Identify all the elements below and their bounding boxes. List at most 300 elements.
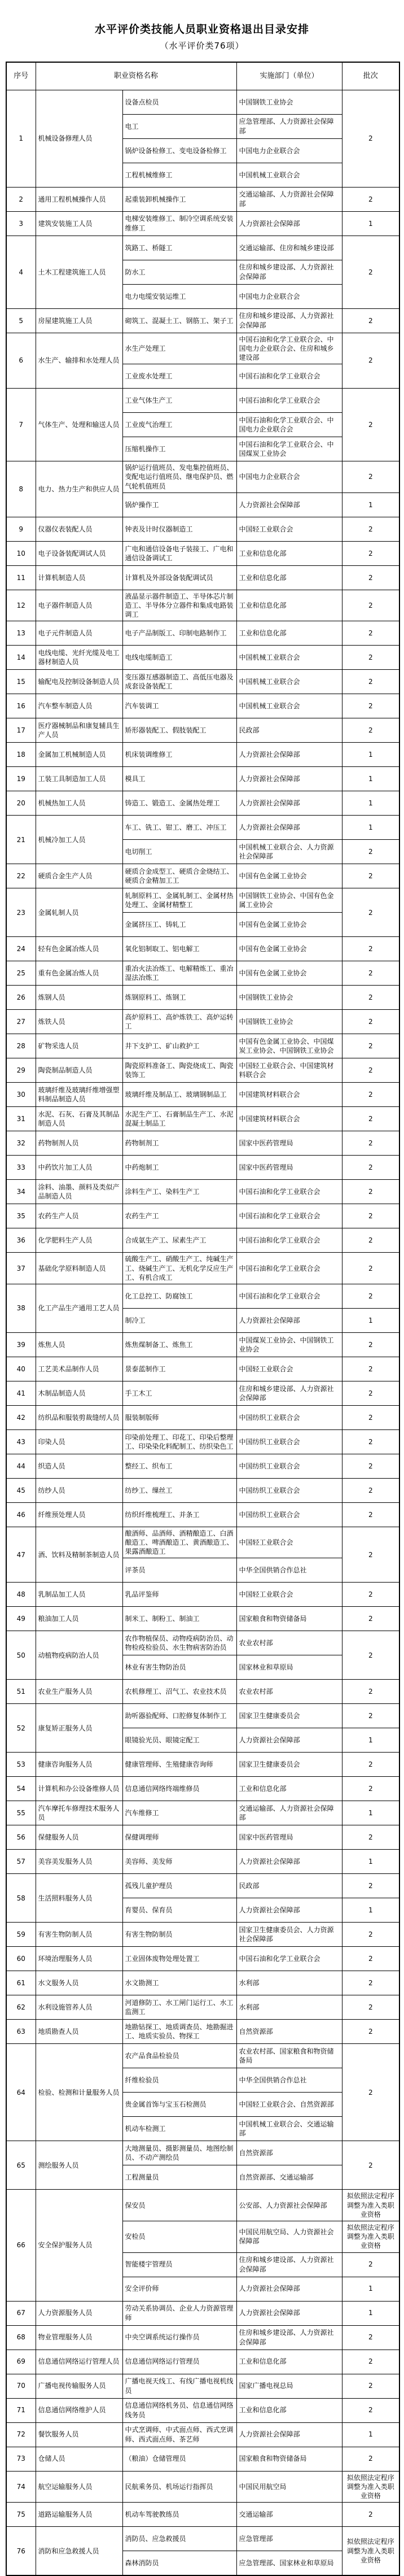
row-number-cell: 19 xyxy=(6,767,36,791)
table-row xyxy=(6,791,399,816)
department-cell: 国家中医药管理局 xyxy=(236,1156,342,1180)
table-row xyxy=(6,646,399,670)
qualification-name-cell: 水文勘测工 xyxy=(122,1971,236,1995)
qualification-name-cell: 锅炉操作工 xyxy=(122,492,236,517)
table-row xyxy=(6,1180,399,1204)
department-cell: 工业和信息化部 xyxy=(236,590,342,621)
batch-cell: 1 xyxy=(342,1898,399,1923)
qualification-name-cell: 保健调理师 xyxy=(122,1825,236,1850)
table-row xyxy=(6,767,399,791)
group-name-cell: 汽车整车制造人员 xyxy=(36,694,122,718)
group-name-cell: 电子元件制造人员 xyxy=(36,621,122,646)
table-row xyxy=(6,1995,399,2020)
department-cell: 国家卫生健康委员会 xyxy=(236,1753,342,1777)
department-cell: 工业和信息化部 xyxy=(236,621,342,646)
qualification-name-cell: 信息通信网络机务员、信息通信网络线务员 xyxy=(122,2398,236,2422)
table-row xyxy=(6,236,399,260)
row-number-cell: 66 xyxy=(6,2190,36,2301)
qualification-name-cell: 铸造工、锻造工、金属热处理工 xyxy=(122,791,236,816)
department-cell: 交通运输部、住房和城乡建设部 xyxy=(236,236,342,260)
qualification-name-cell: 井下支护工、矿山救护工 xyxy=(122,1034,236,1058)
batch-cell: 2 xyxy=(342,2374,399,2398)
batch-cell: 2 xyxy=(342,1607,399,1631)
department-cell: 中国轻工业联合会 xyxy=(236,1583,342,1607)
batch-cell: 2 xyxy=(342,937,399,961)
row-number-cell: 73 xyxy=(6,2447,36,2471)
batch-cell: 2 xyxy=(342,1180,399,1204)
table-row xyxy=(6,743,399,767)
row-number-cell: 42 xyxy=(6,1405,36,1429)
batch-cell: 2 xyxy=(342,1204,399,1228)
department-cell: 中国石油和化学工业联合会 xyxy=(236,1180,342,1204)
row-number-cell: 41 xyxy=(6,1381,36,1405)
batch-cell: 2 xyxy=(342,1502,399,1527)
qualification-name-cell: 机床装调维修工 xyxy=(122,743,236,767)
qualification-name-cell: 工业固体废物处理处置工 xyxy=(122,1947,236,1971)
qualification-name-cell: 压缩机操作工 xyxy=(122,437,236,461)
department-cell: 工业和信息化部 xyxy=(236,541,342,565)
qualification-name-cell: 纺纱工、缫丝工 xyxy=(122,1478,236,1502)
table-row xyxy=(6,2471,399,2503)
qualification-name-cell: 锅炉设备检修工、变电设备检修工 xyxy=(122,138,236,163)
table-row xyxy=(6,1228,399,1253)
department-cell: 民政部 xyxy=(236,1874,342,1898)
department-cell: 人力资源社会保障部 xyxy=(236,1850,342,1874)
table-row xyxy=(6,1971,399,1995)
qualification-name-cell: 合成氨生产工、尿素生产工 xyxy=(122,1228,236,1253)
table-row xyxy=(6,2141,399,2165)
department-cell: 交通运输部 xyxy=(236,2503,342,2527)
batch-cell: 1 xyxy=(342,1801,399,1825)
table-row xyxy=(6,670,399,694)
department-cell: 中国机械工业联合会 xyxy=(236,163,342,187)
qualification-name-cell: 制米工、制粉工、制油工 xyxy=(122,1607,236,1631)
qualification-name-cell: 评茶员 xyxy=(122,1558,236,1583)
batch-cell: 2 xyxy=(342,2398,399,2422)
group-name-cell: 汽车摩托车修理技术服务人员 xyxy=(36,1801,122,1825)
department-cell: 中国轻工业联合会 xyxy=(236,1527,342,1558)
department-cell: 水利部 xyxy=(236,1971,342,1995)
qualification-name-cell: 电线电缆制造工 xyxy=(122,646,236,670)
qualification-name-cell: 筑路工、桥隧工 xyxy=(122,236,236,260)
qualification-name-cell: 设备点检员 xyxy=(122,90,236,114)
table-row xyxy=(6,2020,399,2044)
qualification-name-cell: 车工、铣工、钳工、磨工、冲压工 xyxy=(122,816,236,840)
qualification-name-cell: 工业废气治理工 xyxy=(122,413,236,437)
qualification-name-cell: 药物制剂工 xyxy=(122,1131,236,1156)
qualification-name-cell: 劳动关系协调员、企业人力资源管理师 xyxy=(122,2301,236,2325)
row-number-cell: 7 xyxy=(6,389,36,461)
group-name-cell: 安全保护服务人员 xyxy=(36,2190,122,2301)
department-cell: 中国石油和化学工业联合会 xyxy=(236,1947,342,1971)
qualification-name-cell: 中央空调系统运行操作员 xyxy=(122,2325,236,2350)
batch-cell: 2 xyxy=(342,1429,399,1454)
group-name-cell: 建筑安装施工人员 xyxy=(36,211,122,236)
row-number-cell: 17 xyxy=(6,718,36,743)
group-name-cell: 粮油加工人员 xyxy=(36,1607,122,1631)
batch-cell: 2 xyxy=(342,621,399,646)
batch-cell: 1 xyxy=(342,1728,399,1753)
department-cell: 中国有色金属工业协会 xyxy=(236,961,342,986)
department-cell: 工业和信息化部 xyxy=(236,1777,342,1801)
group-name-cell: 康复矫正服务人员 xyxy=(36,1704,122,1753)
qualification-name-cell: 安全评价师 xyxy=(122,2277,236,2301)
department-cell: 中国钢铁工业协会 xyxy=(236,90,342,114)
row-number-cell: 28 xyxy=(6,1034,36,1058)
row-number-cell: 33 xyxy=(6,1156,36,1180)
group-name-cell: 基础化学原料制造人员 xyxy=(36,1253,122,1284)
qualification-name-cell: 纤维检验员 xyxy=(122,2068,236,2093)
table-row xyxy=(6,694,399,718)
qualification-name-cell: 钟表及计时仪器制造工 xyxy=(122,517,236,541)
group-name-cell: 水泥、石灰、石膏及其制品制造人员 xyxy=(36,1107,122,1131)
batch-cell: 2 xyxy=(342,1680,399,1704)
department-cell: 应急管理部、国家林业和草原局 xyxy=(236,2551,342,2576)
department-cell: 国家粮食和物资储备局 xyxy=(236,1607,342,1631)
group-name-cell: 轻有色金属冶炼人员 xyxy=(36,937,122,961)
row-number-cell: 70 xyxy=(6,2374,36,2398)
qualification-name-cell: 锅炉运行值班员、发电集控值班员、变配电运行值班员、继电保护员、燃气轮机值班员 xyxy=(122,461,236,493)
batch-cell: 2 xyxy=(342,1058,399,1083)
department-cell: 人力资源社会保障部 xyxy=(236,2277,342,2301)
qualification-name-cell: 电子产品制版工、印制电路制作工 xyxy=(122,621,236,646)
group-name-cell: 电力、热力生产和供应人员 xyxy=(36,461,122,517)
table-row xyxy=(6,937,399,961)
table-row xyxy=(6,1156,399,1180)
row-number-cell: 3 xyxy=(6,211,36,236)
table-row xyxy=(6,1631,399,1655)
table-row xyxy=(6,1405,399,1429)
qualification-name-cell: 工业废水处理工 xyxy=(122,364,236,389)
qualification-name-cell: 农作物植保员、动物疫病防治员、动物检疫检验员、水生物病害防治员 xyxy=(122,1631,236,1655)
group-name-cell: 气体生产、处理和输送人员 xyxy=(36,389,122,461)
row-number-cell: 36 xyxy=(6,1228,36,1253)
row-number-cell: 55 xyxy=(6,1801,36,1825)
row-number-cell: 43 xyxy=(6,1429,36,1454)
row-number-cell: 20 xyxy=(6,791,36,816)
batch-cell: 2 xyxy=(342,1010,399,1034)
qualification-name-cell: 地勘钻探工、地质调查员、地勘掘进工、地质实验员、物探工 xyxy=(122,2020,236,2044)
department-cell: 中国轻工业联合会、自然资源部 xyxy=(236,2093,342,2117)
table-row xyxy=(6,1502,399,1527)
qualification-name-cell: 农药生产工 xyxy=(122,1204,236,1228)
qualification-name-cell: 眼镜验光员、眼镜定配工 xyxy=(122,1728,236,1753)
table-row xyxy=(6,1478,399,1502)
department-cell: 中国纺织工业联合会 xyxy=(236,1478,342,1502)
batch-cell: 2 xyxy=(342,565,399,590)
row-number-cell: 67 xyxy=(6,2301,36,2325)
qualification-name-cell: 整经工、织布工 xyxy=(122,1454,236,1478)
group-name-cell: 地质勘查人员 xyxy=(36,2020,122,2044)
batch-cell: 2 xyxy=(342,590,399,621)
table-row xyxy=(6,461,399,493)
group-name-cell: 土木工程建筑施工人员 xyxy=(36,236,122,308)
group-name-cell: 炼铁人员 xyxy=(36,1010,122,1034)
batch-cell: 2 xyxy=(342,1381,399,1405)
table-row xyxy=(6,986,399,1010)
row-number-cell: 6 xyxy=(6,333,36,389)
department-cell: 人力资源社会保障部 xyxy=(236,2301,342,2325)
header-no: 序号 xyxy=(6,62,36,90)
row-number-cell: 69 xyxy=(6,2350,36,2374)
row-number-cell: 48 xyxy=(6,1583,36,1607)
row-number-cell: 4 xyxy=(6,236,36,308)
group-name-cell: 重有色金属冶炼人员 xyxy=(36,961,122,986)
batch-cell: 2 xyxy=(342,864,399,888)
department-cell: 中国石油和化学工业联合会 xyxy=(236,364,342,389)
qualification-name-cell: 美容师、美发师 xyxy=(122,1850,236,1874)
row-number-cell: 27 xyxy=(6,1010,36,1034)
row-number-cell: 13 xyxy=(6,621,36,646)
batch-cell: 2 xyxy=(342,1156,399,1180)
table-row xyxy=(6,1332,399,1357)
row-number-cell: 34 xyxy=(6,1180,36,1204)
qualification-name-cell: 轧制原料工、金属轧制工、金属材热处理工、金属材精整工 xyxy=(122,888,236,913)
table-row xyxy=(6,1753,399,1777)
row-number-cell: 18 xyxy=(6,743,36,767)
row-number-cell: 62 xyxy=(6,1995,36,2020)
department-cell: 中国机械工业联合会 xyxy=(236,670,342,694)
qualification-name-cell: 大地测量员、摄影测量员、地图绘制员、不动产测绘员 xyxy=(122,2141,236,2165)
department-cell: 人力资源社会保障部 xyxy=(236,1728,342,1753)
group-name-cell: 机械冷加工人员 xyxy=(36,816,122,864)
batch-cell: 1 xyxy=(342,816,399,840)
group-name-cell: 人力资源服务人员 xyxy=(36,2301,122,2325)
qualification-name-cell: 重冶火法冶炼工、电解精炼工、重冶湿法冶炼工 xyxy=(122,961,236,986)
qualification-name-cell: 信息通信网络终端维修员 xyxy=(122,1777,236,1801)
qualification-name-cell: 玻璃纤维及制品工、玻璃钢制品工 xyxy=(122,1083,236,1107)
batch-cell: 2 xyxy=(342,1131,399,1156)
table-row xyxy=(6,2503,399,2527)
department-cell: 住房和城乡建设部、人力资源社会保障部 xyxy=(236,1381,342,1405)
row-number-cell: 45 xyxy=(6,1478,36,1502)
batch-cell: 1 xyxy=(342,2277,399,2301)
qualification-name-cell: 电切削工 xyxy=(122,840,236,864)
table-row xyxy=(6,2374,399,2398)
group-name-cell: 水生产、输排和水处理人员 xyxy=(36,333,122,389)
group-name-cell: 航空运输服务人员 xyxy=(36,2471,122,2503)
qualification-name-cell: 高炉原料工、高炉炼铁工、高炉运转工 xyxy=(122,1010,236,1034)
qualification-name-cell: 电力电缆安装运维工 xyxy=(122,284,236,308)
document-subtitle: （水平评价类76项） xyxy=(160,40,244,51)
group-name-cell: 乳制品加工人员 xyxy=(36,1583,122,1607)
batch-cell: 2 xyxy=(342,1253,399,1284)
group-name-cell: 炼焦人员 xyxy=(36,1332,122,1357)
department-cell: 工业和信息化部 xyxy=(236,2398,342,2422)
table-row xyxy=(6,1429,399,1454)
row-number-cell: 15 xyxy=(6,670,36,694)
table-row xyxy=(6,1010,399,1034)
batch-cell: 2 xyxy=(342,1083,399,1107)
department-cell: 住房和城乡建设部、人力资源社会保障部 xyxy=(236,260,342,284)
qualification-name-cell: 水泥生产工、石膏制品生产工、水泥混凝土制品工 xyxy=(122,1107,236,1131)
batch-cell: 2 xyxy=(342,333,399,389)
table-row xyxy=(6,211,399,236)
group-name-cell: 健康咨询服务人员 xyxy=(36,1753,122,1777)
table-row xyxy=(6,2325,399,2350)
row-number-cell: 52 xyxy=(6,1704,36,1753)
row-number-cell: 37 xyxy=(6,1253,36,1284)
qualification-name-cell: 机动车驾驶教练员 xyxy=(122,2503,236,2527)
row-number-cell: 75 xyxy=(6,2503,36,2527)
batch-cell: 2 xyxy=(342,541,399,565)
row-number-cell: 35 xyxy=(6,1204,36,1228)
batch-cell: 拟依照法定程序调整为准入类职业资格 xyxy=(342,2527,399,2576)
group-name-cell: 工艺美术品制作人员 xyxy=(36,1357,122,1381)
row-number-cell: 38 xyxy=(6,1284,36,1332)
department-cell: 应急管理部、人力资源社会保障部 xyxy=(236,114,342,138)
batch-cell: 2 xyxy=(342,1107,399,1131)
qualification-name-cell: 印染前处理工、印花工、印染后整理工、印染染化料配制工、纺织染色工 xyxy=(122,1429,236,1454)
row-number-cell: 25 xyxy=(6,961,36,986)
document-title: 水平评价类技能人员职业资格退出目录安排 xyxy=(94,23,309,36)
qualification-name-cell: 硫酸生产工、硝酸生产工、纯碱生产工、烧碱生产工、无机化学反应生产工、有机合成工 xyxy=(122,1253,236,1284)
group-name-cell: 陶瓷制品制造人员 xyxy=(36,1058,122,1083)
department-cell: 国家卫生健康委员会 xyxy=(236,1704,342,1728)
row-number-cell: 14 xyxy=(6,646,36,670)
row-number-cell: 16 xyxy=(6,694,36,718)
group-name-cell: 机械热加工人员 xyxy=(36,791,122,816)
table-row xyxy=(6,1454,399,1478)
table-header-row xyxy=(6,62,399,90)
batch-cell: 2 xyxy=(342,1583,399,1607)
department-cell: 中国石油和化学工业联合会 xyxy=(236,389,342,413)
table-row xyxy=(6,1777,399,1801)
table-row xyxy=(6,718,399,743)
group-name-cell: 水文服务人员 xyxy=(36,1971,122,1995)
department-cell: 国家粮食和物资储备局 xyxy=(236,2447,342,2471)
department-cell: 中国建筑材料联合会 xyxy=(236,1107,342,1131)
department-cell: 中国石油和化学工业联合会 xyxy=(236,1284,342,1308)
table-row xyxy=(6,1850,399,1874)
qualification-name-cell: 服装制版师 xyxy=(122,1405,236,1429)
row-number-cell: 21 xyxy=(6,816,36,864)
qualification-name-cell: 安检员 xyxy=(122,2221,236,2253)
group-name-cell: 纤维预处理人员 xyxy=(36,1502,122,1527)
qualification-name-cell: 广电和通信设备电子装接工、广电和通信设备调试工 xyxy=(122,541,236,565)
department-cell: 公安部、人力资源社会保障部 xyxy=(236,2190,342,2221)
batch-cell: 2 xyxy=(342,1753,399,1777)
qualification-name-cell: 助听器验配师、口腔修复体制作工 xyxy=(122,1704,236,1728)
row-number-cell: 9 xyxy=(6,517,36,541)
group-name-cell: 金属加工机械制造人员 xyxy=(36,743,122,767)
department-cell: 农业农村部 xyxy=(236,1680,342,1704)
group-name-cell: 生活照料服务人员 xyxy=(36,1874,122,1923)
department-cell: 中国机械工业联合会 xyxy=(236,646,342,670)
row-number-cell: 60 xyxy=(6,1947,36,1971)
row-number-cell: 47 xyxy=(6,1527,36,1583)
table-row xyxy=(6,1947,399,1971)
department-cell: 人力资源社会保障部 xyxy=(236,1308,342,1332)
qualification-name-cell: 林业有害生物防治员 xyxy=(122,1655,236,1680)
table-row xyxy=(6,621,399,646)
batch-cell: 2 xyxy=(342,694,399,718)
group-name-cell: 保健服务人员 xyxy=(36,1825,122,1850)
header-department: 实施部门（单位） xyxy=(236,62,342,90)
table-row xyxy=(6,1083,399,1107)
batch-cell: 2 xyxy=(342,646,399,670)
batch-cell: 2 xyxy=(342,986,399,1010)
batch-cell: 拟依照法定程序调整为准入类职业资格 xyxy=(342,2190,399,2221)
qualification-name-cell: 健康管理师、生殖健康咨询师 xyxy=(122,1753,236,1777)
table-row xyxy=(6,1607,399,1631)
group-name-cell: 化学肥料生产人员 xyxy=(36,1228,122,1253)
batch-cell: 2 xyxy=(342,308,399,333)
header-qualification: 职业资格名称 xyxy=(36,62,236,90)
qualification-name-cell: 金属挤压工、铸轧工 xyxy=(122,913,236,937)
qualification-name-cell: 起重装卸机械操作工 xyxy=(122,187,236,211)
qualification-name-cell: 工业气体生产工 xyxy=(122,389,236,413)
batch-cell: 1 xyxy=(342,1850,399,1874)
batch-cell: 2 xyxy=(342,517,399,541)
department-cell: 交通运输部、人力资源社会保障部 xyxy=(236,187,342,211)
table-row xyxy=(6,1204,399,1228)
qualification-name-cell: 水生产处理工 xyxy=(122,333,236,364)
row-number-cell: 24 xyxy=(6,937,36,961)
table-row xyxy=(6,1357,399,1381)
row-number-cell: 63 xyxy=(6,2020,36,2044)
row-number-cell: 44 xyxy=(6,1454,36,1478)
batch-cell: 2 xyxy=(342,1527,399,1583)
table-row xyxy=(6,90,399,114)
row-number-cell: 31 xyxy=(6,1107,36,1131)
group-name-cell: 织造人员 xyxy=(36,1454,122,1478)
qualification-name-cell: 纺织纤维梳理工、并条工 xyxy=(122,1502,236,1527)
table-row xyxy=(6,864,399,888)
row-number-cell: 64 xyxy=(6,2044,36,2141)
department-cell: 农业农村部 xyxy=(236,1631,342,1655)
qualification-name-cell: 制冷工 xyxy=(122,1308,236,1332)
department-cell: 住房和城乡建设部、人力资源社会保障部 xyxy=(236,2252,342,2277)
group-name-cell: 涂料、油墨、颜料及类似产品制造人员 xyxy=(36,1180,122,1204)
department-cell: 中国钢铁工业协会、中国有色金属工业协会 xyxy=(236,888,342,913)
department-cell: 人力资源社会保障部 xyxy=(236,791,342,816)
qualification-name-cell: 广播电视天线工、有线广播电视机线员 xyxy=(122,2374,236,2398)
qualification-name-cell: 中式烹调师、中式面点师、西式烹调师、西式面点师、茶艺师 xyxy=(122,2422,236,2447)
department-cell: 国家广播电视总局 xyxy=(236,2374,342,2398)
batch-cell: 2 xyxy=(342,840,399,864)
batch-cell: 2 xyxy=(342,1923,399,1947)
table-row xyxy=(6,1034,399,1058)
batch-cell: 1 xyxy=(342,2301,399,2325)
group-name-cell: 木制品制造人员 xyxy=(36,1381,122,1405)
table-row xyxy=(6,2044,399,2068)
batch-cell: 2 xyxy=(342,2350,399,2374)
batch-cell: 2 xyxy=(342,888,399,937)
group-name-cell: 硬质合金生产人员 xyxy=(36,864,122,888)
qualification-directory-table xyxy=(6,62,400,2576)
row-number-cell: 10 xyxy=(6,541,36,565)
department-cell: 国家卫生健康委员会、人力资源社会保障部 xyxy=(236,1923,342,1947)
row-number-cell: 51 xyxy=(6,1680,36,1704)
qualification-name-cell: 液晶显示器件制造工、半导体芯片制造工、半导体分立器件和集成电路装调工 xyxy=(122,590,236,621)
department-cell: 中国纺织工业联合会 xyxy=(236,1405,342,1429)
row-number-cell: 58 xyxy=(6,1874,36,1923)
department-cell: 中国电力企业联合会 xyxy=(236,461,342,493)
department-cell: 中国纺织工业联合会 xyxy=(236,1429,342,1454)
row-number-cell: 30 xyxy=(6,1083,36,1107)
department-cell: 自然资源部 xyxy=(236,2020,342,2044)
table-row xyxy=(6,888,399,913)
qualification-name-cell: 民航乘务员、机场运行指挥员 xyxy=(122,2471,236,2503)
group-name-cell: 检验、检测和计量服务人员 xyxy=(36,2044,122,2141)
batch-cell: 1 xyxy=(342,492,399,517)
qualification-name-cell: 计算机及外部设备装配调试员 xyxy=(122,565,236,590)
department-cell: 住房和城乡建设部、人力资源社会保障部 xyxy=(236,308,342,333)
batch-cell: 2 xyxy=(342,1034,399,1058)
qualification-name-cell: 贵金属首饰与宝玉石检测员 xyxy=(122,2093,236,2117)
group-name-cell: 矿物采选人员 xyxy=(36,1034,122,1058)
